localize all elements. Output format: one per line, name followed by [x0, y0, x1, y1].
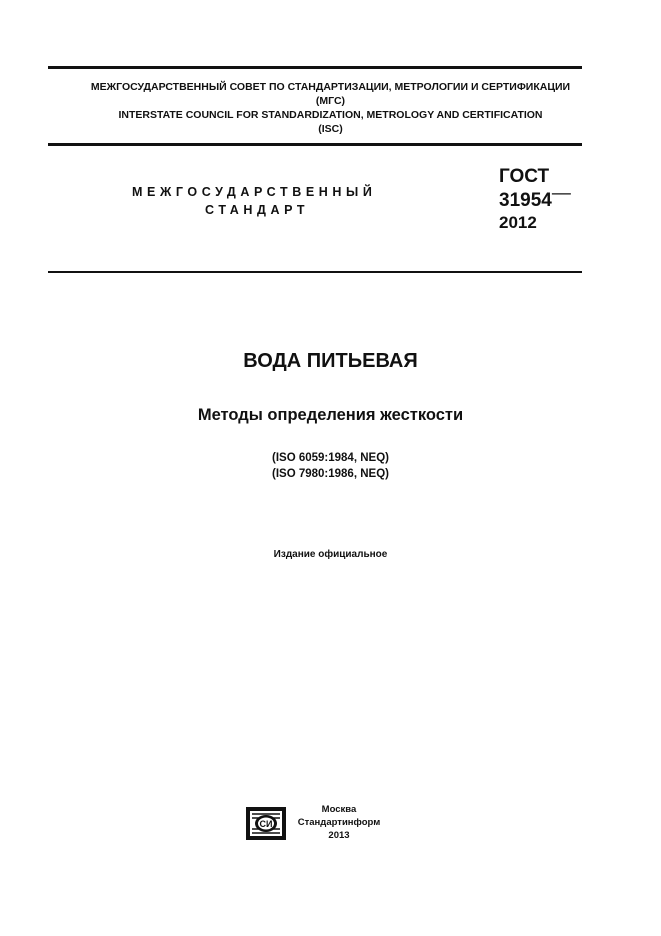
document-subtitle: Методы определения жесткости — [197, 406, 464, 424]
publisher-name: Стандартинформ — [297, 817, 381, 828]
gost-prefix: ГОСТ — [499, 166, 550, 187]
gost-dash: — — [551, 183, 571, 204]
logo-text: СИ — [259, 819, 273, 829]
iso-reference-1: (ISO 6059:1984, NEQ) — [272, 452, 389, 464]
publisher-city: Москва — [321, 804, 357, 815]
designation-rule — [48, 271, 582, 273]
standard-type-line2: СТАНДАРТ — [205, 203, 310, 217]
document-title: ВОДА ПИТЬЕВАЯ — [243, 350, 418, 372]
gost-number-value: 31954 — [499, 190, 552, 211]
iso-reference-2: (ISO 7980:1986, NEQ) — [272, 468, 389, 480]
top-rule — [48, 66, 582, 69]
header-rule — [48, 143, 582, 146]
publisher-block — [294, 803, 384, 842]
gost-year: 2012 — [499, 213, 537, 232]
council-name-ru: МЕЖГОСУДАРСТВЕННЫЙ СОВЕТ ПО СТАНДАРТИЗАЦИИ, МЕТРОЛОГИИ И СЕРТИФИКАЦИИ — [90, 81, 571, 93]
publisher-logo — [246, 807, 286, 840]
edition-label: Издание официальное — [273, 549, 388, 560]
standard-type-line1: МЕЖГОСУДАРСТВЕННЫЙ — [132, 185, 377, 199]
standartinform-logo-icon — [246, 807, 286, 840]
council-name-en: INTERSTATE COUNCIL FOR STANDARDIZATION, METROLOGY AND CERTIFICATION — [118, 109, 543, 121]
publisher-year: 2013 — [328, 830, 350, 841]
council-abbr-en: (ISC) — [318, 123, 343, 135]
gost-number — [499, 183, 571, 212]
council-abbr-ru: (МГС) — [315, 95, 346, 107]
